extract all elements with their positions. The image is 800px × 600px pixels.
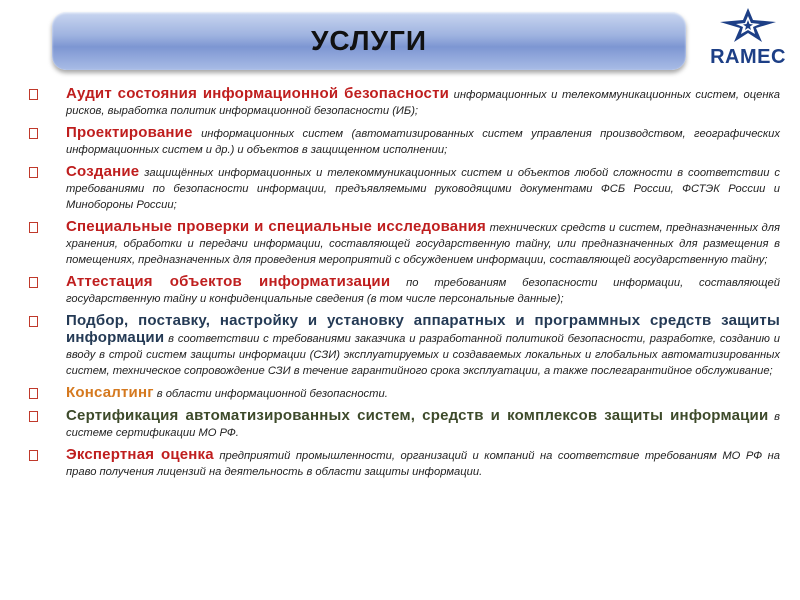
service-desc: информационных систем (автоматизированных систем управления производством, географических информационных систем и др.) и объектов в защищенном исполнении; (66, 128, 780, 156)
service-item-consulting (28, 385, 780, 402)
bullet-icon (28, 276, 40, 290)
service-item-certification (28, 408, 780, 441)
service-desc: по требованиям безопасности информации, составляющей государственную тайну и конфиденциальные сведения (в том числе персональные данные); (66, 277, 780, 305)
service-item-design (28, 125, 780, 158)
logo-text: RAMEC (710, 46, 786, 68)
service-item-audit (28, 86, 780, 119)
service-desc: в соответствии с требованиями заказчика и разработанной политикой безопасности, разработке, созданию и вводу в строй систем защиты информации (СЗИ) эксплуатируемых и создаваемых локальных и глобальных автоматизированных систем, техническое сопровождение СЗИ в течение гарантийного срока эксплуатации, а также послегарантийное обслуживание; (66, 333, 780, 377)
service-lead: Консалтинг (66, 384, 154, 401)
bullet-icon (28, 449, 40, 463)
bullet-icon (28, 410, 40, 424)
bullet-icon (28, 166, 40, 180)
bullet-icon (28, 387, 40, 401)
service-item-expertise (28, 447, 780, 480)
bullet-icon (28, 127, 40, 141)
star-wing-emblem-icon (718, 6, 778, 44)
title-banner (52, 12, 686, 70)
service-desc: предприятий промышленности, организаций и компаний на соответствие требованиям МО РФ на право получения лицензий на деятельность в области защиты информации. (66, 450, 780, 478)
service-lead: Подбор, поставку, настройку и установку аппаратных и программных средств защиты информации (66, 312, 780, 346)
company-logo (706, 6, 790, 74)
service-lead: Аудит состояния информационной безопасности (66, 85, 450, 102)
service-lead: Проектирование (66, 124, 193, 141)
service-lead: Экспертная оценка (66, 446, 214, 463)
service-desc: защищённых информационных и телекоммуникационных систем и объектов любой сложности в соответствии с требованиями по безопасности информации, предъявляемыми руководящими документами ФСБ России, ФСТЭК России и Минобороны России; (66, 167, 780, 211)
service-desc: в области информационной безопасности. (153, 388, 388, 400)
service-item-supply (28, 313, 780, 379)
service-lead: Специальные проверки и специальные исследования (66, 218, 486, 235)
service-item-creation (28, 164, 780, 213)
bullet-icon (28, 88, 40, 102)
service-desc: технических средств и систем, предназначенных для хранения, обработки и передачи информации, составляющей государственную тайну, или предназначенных для размещения в помещениях, предназначенных для проведения мероприятий с обсуждением информации, составляющей государственную тайну; (66, 222, 780, 266)
page-title: УСЛУГИ (310, 25, 427, 56)
service-desc: информационных и телекоммуникационных систем, оценка рисков, выработка политик информационной безопасности (ИБ); (66, 89, 780, 117)
service-desc: в системе сертификации МО РФ. (66, 411, 780, 439)
service-item-attestation (28, 274, 780, 307)
service-lead: Создание (66, 163, 140, 180)
bullet-icon (28, 221, 40, 235)
services-list (28, 86, 780, 486)
bullet-icon (28, 315, 40, 329)
service-lead: Аттестация объектов информатизации (66, 273, 391, 290)
service-item-special-checks (28, 219, 780, 268)
service-lead: Сертификация автоматизированных систем, средств и комплексов защиты информации (66, 407, 769, 424)
